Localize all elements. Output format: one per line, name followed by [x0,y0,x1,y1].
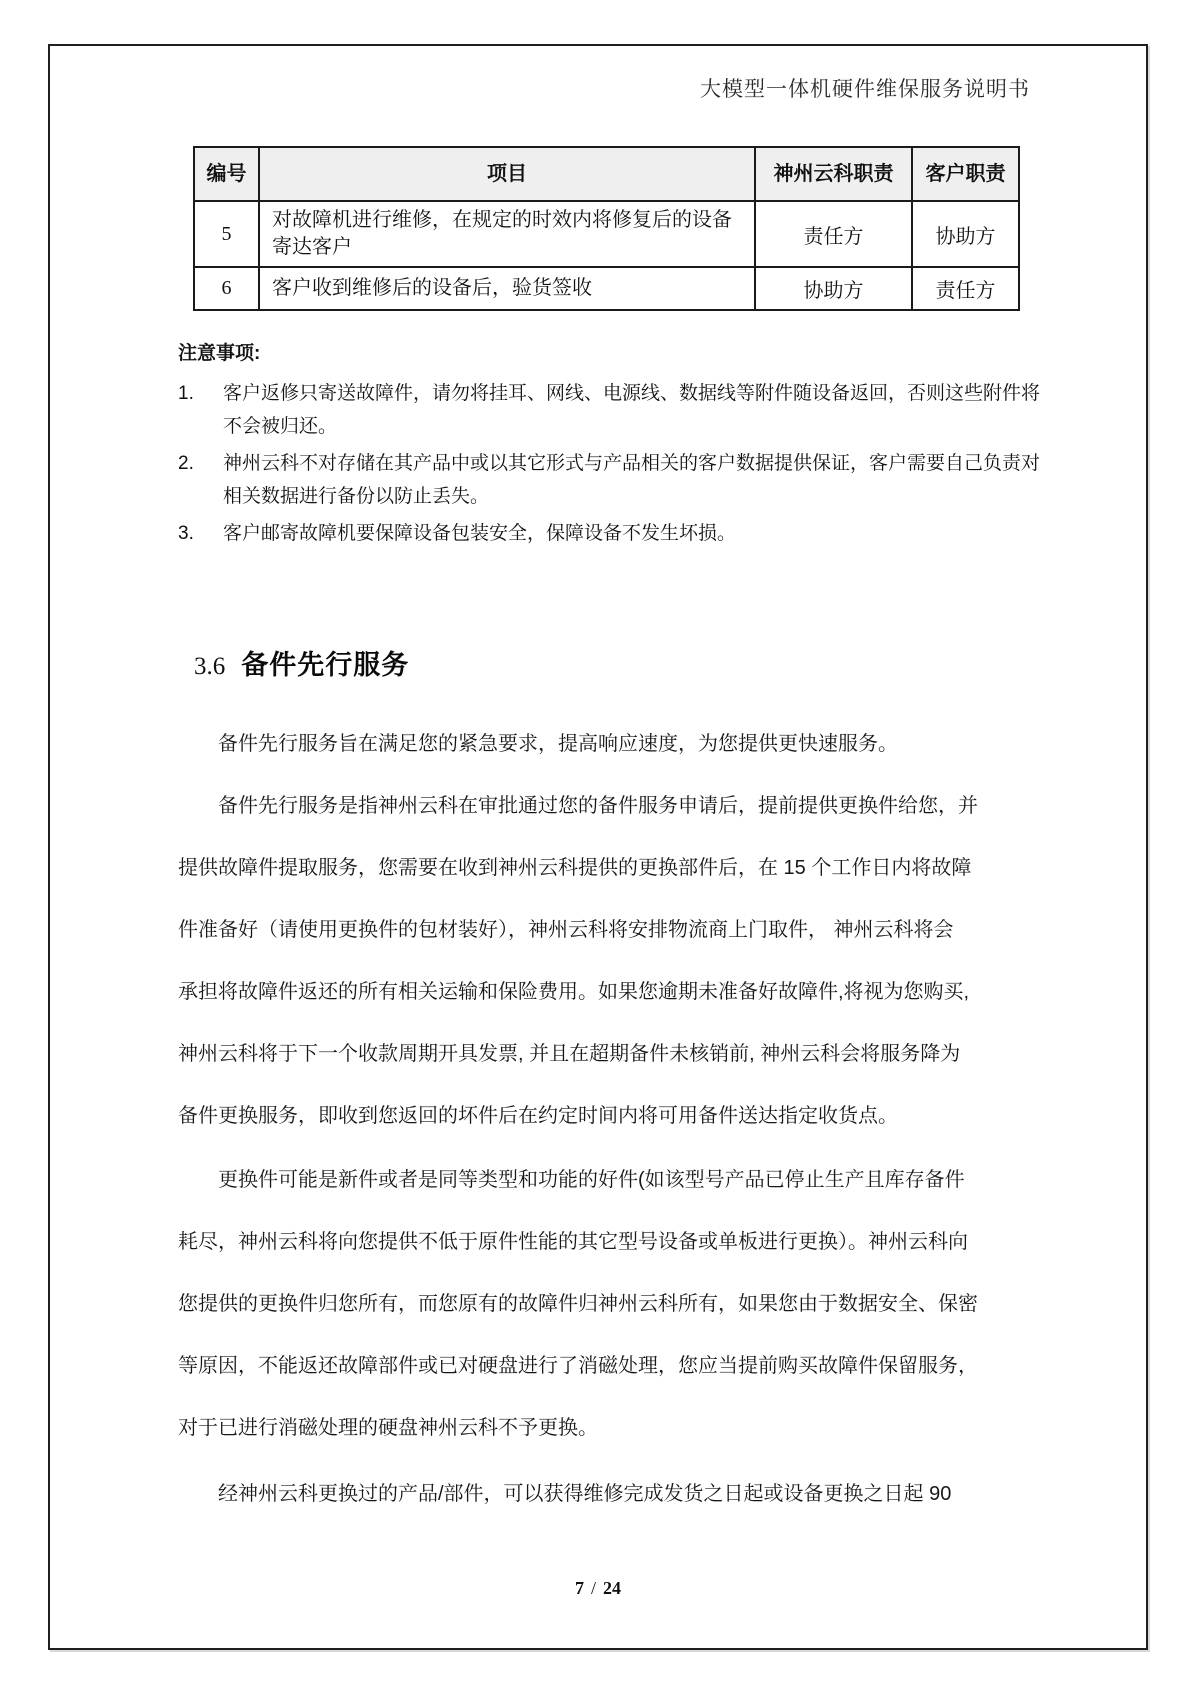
table-header-customer-role: 客户职责 [912,147,1019,201]
row-number: 6 [194,267,259,310]
note-item-text [223,517,1043,550]
document-header-title: 大模型一体机硬件维保服务说明书 [700,77,1030,101]
note-item [178,517,1043,550]
paragraph-line: 备件先行服务是指神州云科在审批通过您的备件服务申请后，提前提供更换件给您，并 [218,795,978,817]
note-item [178,447,1043,513]
paragraph-line: 等原因，不能返还故障部件或已对硬盘进行了消磁处理，您应当提前购买故障件保留服务， [178,1355,978,1377]
paragraph [178,1149,1038,1459]
row-yunke-role: 协助方 [755,267,912,310]
note-item-number: 3. [178,523,194,544]
responsibility-table [193,146,1020,311]
note-line: 相关数据进行备份以防止丢失。 [223,486,490,507]
page-content [178,0,1043,1525]
note-line: 不会被归还。 [223,416,338,437]
row-item-text: 对故障机进行维修，在规定的时效内将修复后的设备寄达客户 [259,201,755,267]
row-customer-role: 责任方 [912,267,1019,310]
paragraph-line: 您提供的更换件归您所有，而您原有的故障件归神州云科所有，如果您由于数据安全、保密 [178,1293,978,1315]
page-footer [48,1578,1148,1599]
footer-current-page: 7 [574,1578,584,1598]
note-item-text [223,377,1043,443]
paragraph-line: 神州云科将于下一个收款周期开具发票, 并且在超期备件未核销前, 神州云科会将服务降为 [178,1043,961,1065]
table-header-item: 项目 [259,147,755,201]
row-yunke-role: 责任方 [755,201,912,267]
paragraph-line: 提供故障件提取服务，您需要在收到神州云科提供的更换部件后，在 15 个工作日内将故障 [178,857,972,879]
section-title: 备件先行服务 [241,650,410,680]
table-header-row [194,147,1019,201]
note-item-text [223,447,1043,513]
row-item-text: 客户收到维修后的设备后，验货签收 [259,267,755,310]
paragraph-line: 更换件可能是新件或者是同等类型和功能的好件(如该型号产品已停止生产且库存备件 [218,1169,965,1191]
notes-list [178,377,1043,550]
paragraph-line: 经神州云科更换过的产品/部件，可以获得维修完成发货之日起或设备更换之日起 90 [218,1483,952,1505]
row-number: 5 [194,201,259,267]
footer-page-separator: / [590,1578,596,1598]
note-line: 客户返修只寄送故障件，请勿将挂耳、网线、电源线、数据线等附件随设备返回，否则这些附件将 [223,383,1041,404]
paragraph [178,713,1038,775]
note-line: 客户邮寄故障机要保障设备包装安全，保障设备不发生坏损。 [223,523,737,544]
footer-total-pages: 24 [603,1578,621,1598]
note-line: 神州云科不对存储在其产品中或以其它形式与产品相关的客户数据提供保证，客户需要自己负责对 [223,453,1041,474]
table-header-yunke-role: 神州云科职责 [755,147,912,201]
paragraph-line: 件准备好（请使用更换件的包材装好），神州云科将安排物流商上门取件， 神州云科将会 [178,919,954,941]
paragraph-line: 备件更换服务，即收到您返回的坏件后在约定时间内将可用备件送达指定收货点。 [178,1105,898,1127]
note-item [178,377,1043,443]
section-heading [194,646,1043,686]
notes-heading: 注意事项: [178,343,261,364]
paragraph-line: 耗尽，神州云科将向您提供不低于原件性能的其它型号设备或单板进行更换）。神州云科向 [178,1231,968,1253]
paragraph [178,1463,1038,1525]
table-row [194,201,1019,267]
paragraph-line: 对于已进行消磁处理的硬盘神州云科不予更换。 [178,1417,598,1439]
paragraph [178,775,1038,1147]
paragraph-line: 承担将故障件返还的所有相关运输和保险费用。如果您逾期未准备好故障件,将视为您购买, [178,981,970,1003]
table-header-number: 编号 [194,147,259,201]
row-customer-role: 协助方 [912,201,1019,267]
note-item-number: 2. [178,453,194,474]
note-item-number: 1. [178,383,194,404]
section-number: 3.6 [194,653,226,680]
paragraph-line: 备件先行服务旨在满足您的紧急要求，提高响应速度，为您提供更快速服务。 [218,733,898,755]
table-row [194,267,1019,310]
